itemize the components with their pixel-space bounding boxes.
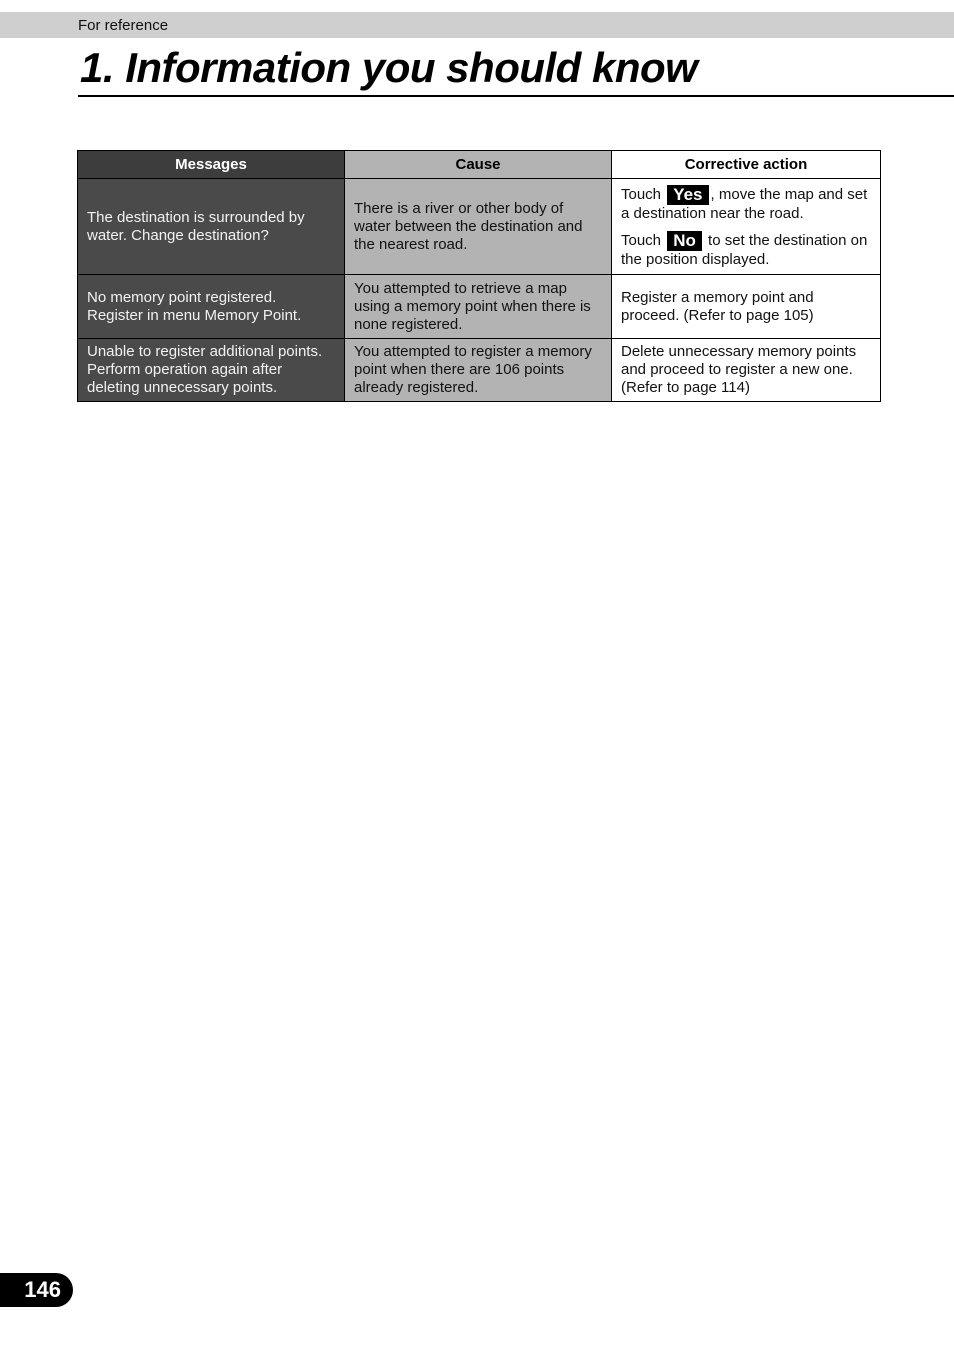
yes-suffix-text: , move the map and set a destination near the road. bbox=[621, 185, 868, 222]
yes-button-label: Yes bbox=[667, 185, 708, 205]
corrective-action-cell bbox=[612, 179, 881, 275]
no-instruction bbox=[621, 231, 872, 269]
cause-cell: You attempted to retrieve a map using a memory point when there is none registered. bbox=[345, 275, 612, 339]
yes-instruction bbox=[621, 185, 872, 223]
table-row bbox=[78, 275, 881, 339]
messages-table bbox=[77, 150, 881, 402]
message-cell: No memory point registered. Register in menu Memory Point. bbox=[78, 275, 345, 339]
table-row bbox=[78, 179, 881, 275]
message-cell: Unable to register additional points. Perform operation again after deleting unnecessary points. bbox=[78, 339, 345, 402]
column-header-cause: Cause bbox=[345, 151, 612, 179]
page-number: 146 bbox=[0, 1273, 73, 1307]
section-header-bar bbox=[0, 12, 954, 38]
no-prefix-text: Touch bbox=[621, 231, 662, 249]
cause-cell: There is a river or other body of water between the destination and the nearest road. bbox=[345, 179, 612, 275]
section-label: For reference bbox=[78, 17, 169, 34]
column-header-corrective-action: Corrective action bbox=[612, 151, 881, 179]
table-row bbox=[78, 339, 881, 402]
corrective-action-cell: Register a memory point and proceed. (Refer to page 105) bbox=[612, 275, 881, 339]
yes-prefix-text: Touch bbox=[621, 185, 662, 203]
corrective-action-cell: Delete unnecessary memory points and proceed to register a new one. (Refer to page 114) bbox=[612, 339, 881, 402]
no-button-label: No bbox=[667, 231, 702, 251]
no-suffix-text: to set the destination on the position displayed. bbox=[621, 231, 868, 268]
cause-cell: You attempted to register a memory point when there are 106 points already registered. bbox=[345, 339, 612, 402]
title-underline bbox=[78, 95, 954, 97]
table-header-row bbox=[78, 151, 881, 179]
column-header-messages: Messages bbox=[78, 151, 345, 179]
message-cell: The destination is surrounded by water. Change destination? bbox=[78, 179, 345, 275]
page-title: 1. Information you should know bbox=[80, 44, 698, 91]
